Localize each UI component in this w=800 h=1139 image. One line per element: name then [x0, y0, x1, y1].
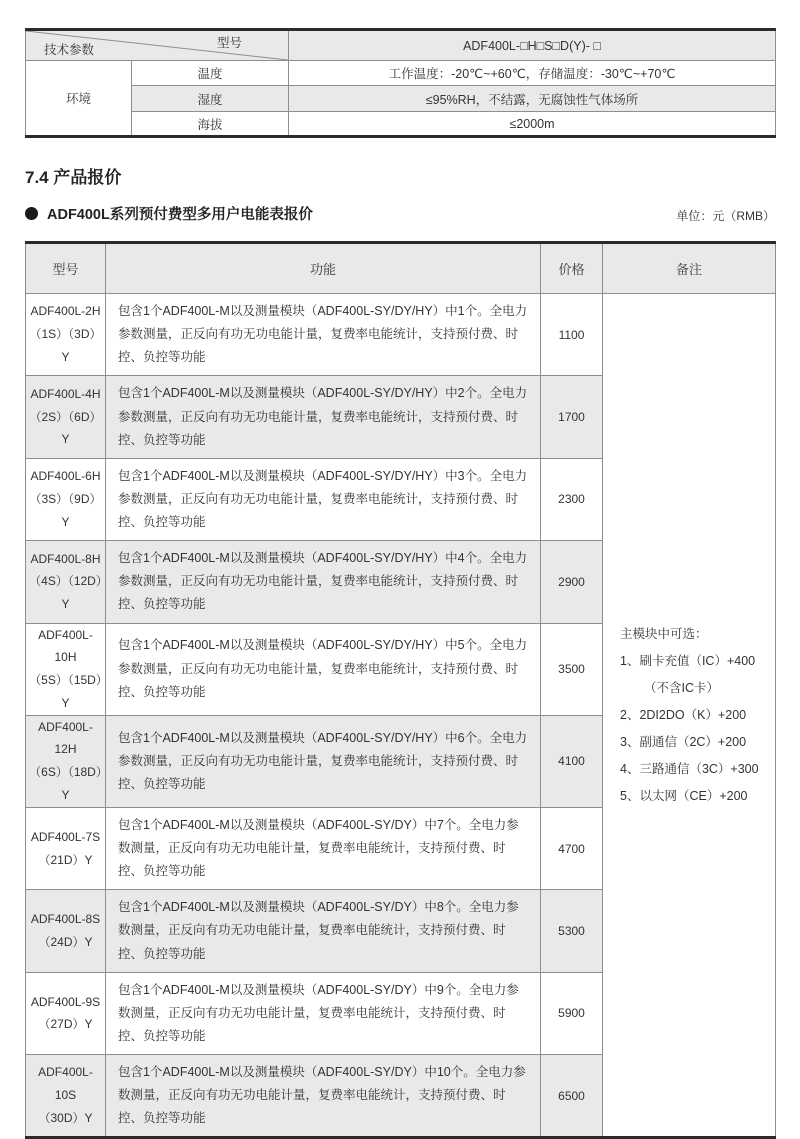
function-cell: 包含1个ADF400L-M以及测量模块（ADF400L-SY/DY）中9个。全电力参数测量，正反向有功无功电能计量，复费率电能统计，支持预付费、时控、负控等功能 [106, 972, 541, 1054]
spec-param-temperature: 温度 [132, 61, 289, 86]
price-table-header-row [26, 243, 776, 294]
subsection-heading [25, 203, 313, 224]
function-cell: 包含1个ADF400L-M以及测量模块（ADF400L-SY/DY/HY）中6个。全电力参数测量，正反向有功无功电能计量，复费率电能统计，支持预付费、时控、负控等功能 [106, 715, 541, 807]
price-cell: 6500 [541, 1055, 603, 1138]
spec-value-altitude: ≤2000m [289, 112, 776, 137]
subsection-title: ADF400L系列预付费型多用户电能表报价 [47, 207, 313, 223]
spec-row-humidity [26, 86, 776, 112]
table-row [26, 294, 776, 376]
spec-model-value: ADF400L-□H□S□D(Y)- □ [289, 30, 776, 61]
section-title: 7.4 产品报价 [25, 168, 122, 187]
spec-param-altitude: 海拔 [132, 112, 289, 137]
remark-option-4: 4、三路通信（3C）+300 [620, 761, 759, 776]
spec-value-temperature: 工作温度：-20℃~+60℃，存储温度：-30℃~+70℃ [289, 61, 776, 86]
function-cell: 包含1个ADF400L-M以及测量模块（ADF400L-SY/DY）中8个。全电力参数测量，正反向有功无功电能计量，复费率电能统计，支持预付费、时控、负控等功能 [106, 890, 541, 972]
remark-option-1-note: （不含IC卡） [644, 680, 720, 695]
function-cell: 包含1个ADF400L-M以及测量模块（ADF400L-SY/DY）中10个。全电力参数测量，正反向有功无功电能计量，复费率电能统计，支持预付费、时控、负控等功能 [106, 1055, 541, 1138]
spec-value-humidity: ≤95%RH，不结露，无腐蚀性气体场所 [289, 86, 776, 112]
function-cell: 包含1个ADF400L-M以及测量模块（ADF400L-SY/DY/HY）中1个。全电力参数测量，正反向有功无功电能计量，复费率电能统计，支持预付费、时控、负控等功能 [106, 294, 541, 376]
function-cell: 包含1个ADF400L-M以及测量模块（ADF400L-SY/DY）中7个。全电力参数测量，正反向有功无功电能计量，复费率电能统计，支持预付费、时控、负控等功能 [106, 807, 541, 889]
remark-option-2: 2、2DI2DO（K）+200 [620, 707, 747, 722]
unit-label: 单位：元（RMB） [676, 209, 775, 223]
header-function: 功能 [106, 243, 541, 294]
price-cell: 5300 [541, 890, 603, 972]
function-cell: 包含1个ADF400L-M以及测量模块（ADF400L-SY/DY/HY）中5个。全电力参数测量，正反向有功无功电能计量，复费率电能统计，支持预付费、时控、负控等功能 [106, 623, 541, 715]
remark-option-3: 3、副通信（2C）+200 [620, 734, 747, 749]
header-remark: 备注 [603, 243, 776, 294]
spec-corner-model-label: 型号 [216, 36, 242, 50]
header-model: 型号 [26, 243, 106, 294]
model-cell: ADF400L-2H （1S）（3D）Y [26, 294, 106, 376]
price-cell: 2300 [541, 458, 603, 540]
price-cell: 3500 [541, 623, 603, 715]
model-cell: ADF400L-10S （30D）Y [26, 1055, 106, 1138]
price-cell: 4700 [541, 807, 603, 889]
model-cell: ADF400L-4H （2S）（6D）Y [26, 376, 106, 458]
spec-header-row [26, 30, 776, 61]
subsection-row [25, 203, 775, 224]
price-table [25, 241, 776, 1139]
model-cell: ADF400L-6H （3S）（9D）Y [26, 458, 106, 540]
price-cell: 5900 [541, 972, 603, 1054]
function-cell: 包含1个ADF400L-M以及测量模块（ADF400L-SY/DY/HY）中2个。全电力参数测量，正反向有功无功电能计量，复费率电能统计，支持预付费、时控、负控等功能 [106, 376, 541, 458]
spec-param-humidity: 湿度 [132, 86, 289, 112]
remark-option-1: 1、刷卡充值（IC）+400 [620, 653, 756, 668]
spec-row-altitude [26, 112, 776, 137]
model-cell: ADF400L-9S （27D）Y [26, 972, 106, 1054]
remark-option-5: 5、以太网（CE）+200 [620, 788, 748, 803]
price-cell: 2900 [541, 541, 603, 623]
remarks-cell [603, 294, 776, 1138]
spec-diagonal-cell [26, 30, 289, 61]
spec-table [25, 28, 776, 138]
price-cell: 4100 [541, 715, 603, 807]
spec-corner-params-label: 技术参数 [44, 43, 95, 57]
price-cell: 1700 [541, 376, 603, 458]
model-cell: ADF400L-7S （21D）Y [26, 807, 106, 889]
bullet-icon [25, 207, 38, 220]
spec-env-label: 环境 [26, 61, 132, 137]
model-cell: ADF400L-12H （6S）（18D）Y [26, 715, 106, 807]
price-cell: 1100 [541, 294, 603, 376]
model-cell: ADF400L-10H （5S）（15D）Y [26, 623, 106, 715]
remarks-title: 主模块中可选： [620, 626, 708, 641]
model-cell: ADF400L-8S （24D）Y [26, 890, 106, 972]
model-cell: ADF400L-8H （4S）（12D）Y [26, 541, 106, 623]
function-cell: 包含1个ADF400L-M以及测量模块（ADF400L-SY/DY/HY）中4个。全电力参数测量，正反向有功无功电能计量，复费率电能统计，支持预付费、时控、负控等功能 [106, 541, 541, 623]
spec-row-temperature [26, 61, 776, 86]
header-price: 价格 [541, 243, 603, 294]
function-cell: 包含1个ADF400L-M以及测量模块（ADF400L-SY/DY/HY）中3个。全电力参数测量，正反向有功无功电能计量，复费率电能统计，支持预付费、时控、负控等功能 [106, 458, 541, 540]
